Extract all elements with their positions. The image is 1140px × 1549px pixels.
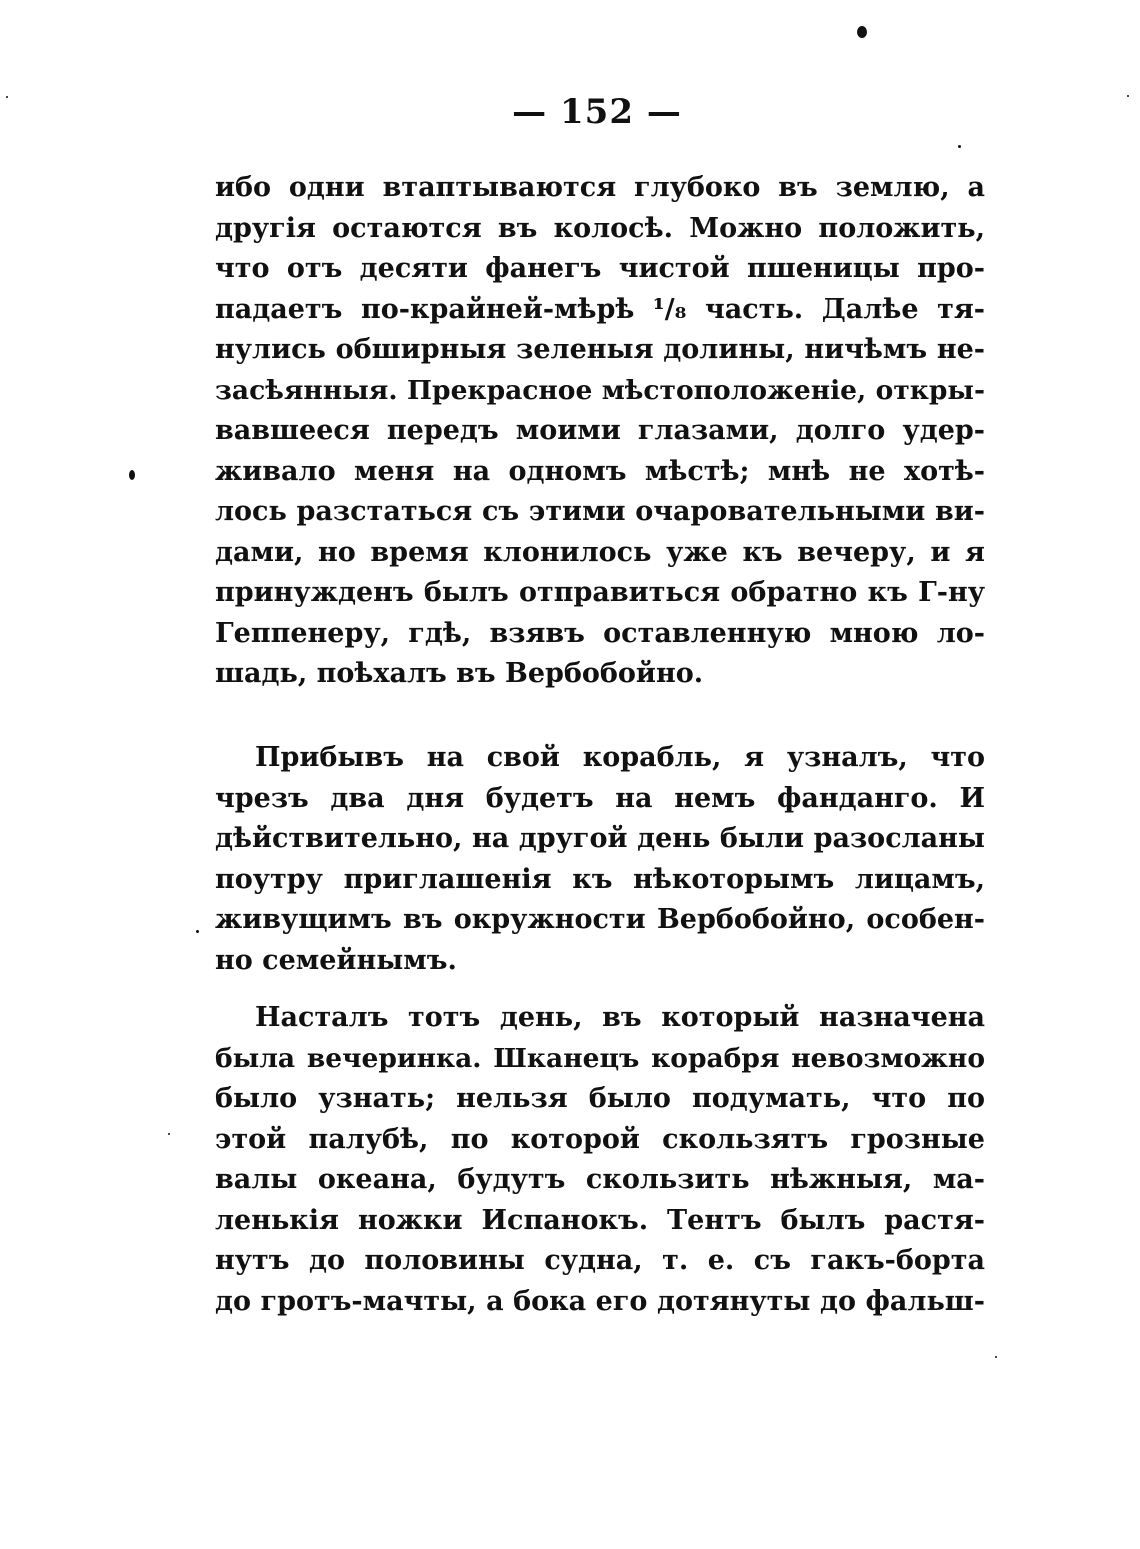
text-line: засѣянныя. Прекрасное мѣстоположеніе, откры- [215, 374, 985, 406]
page-number: — 152 — [512, 92, 682, 132]
text-line: чрезъ два дня будетъ на немъ фанданго. И [215, 782, 985, 814]
paragraph-3 [215, 998, 985, 1322]
text-line: принужденъ былъ отправиться обратно къ Г-ну [215, 577, 985, 608]
scan-speck [857, 26, 867, 38]
text-line: Прибывъ на свой корабль, я узналъ, что [255, 742, 985, 773]
scan-speck [129, 470, 135, 480]
text-line: было узнать; нельзя было подумать, что по [215, 1083, 985, 1114]
text-line: ленькія ножки Испанокъ. Тентъ былъ растя- [215, 1204, 985, 1236]
text-line: поутру приглашенія къ нѣкоторымъ лицамъ, [215, 863, 985, 895]
paragraph-1 [215, 168, 985, 695]
text-line: но семейнымъ. [215, 944, 457, 976]
scan-speck [168, 1133, 170, 1135]
scan-speck [1127, 95, 1129, 97]
text-line: валы океана, будутъ скользить нѣжныя, ма- [215, 1164, 985, 1195]
text-line: другія остаются въ колосѣ. Можно положить, [215, 212, 985, 244]
text-line: живущимъ въ окружности Вербобойно, особен- [215, 904, 985, 935]
text-line: вавшееся передъ моими глазами, долго удер- [215, 415, 985, 446]
text-line: лось разстаться съ этими очаровательными ви- [215, 496, 985, 527]
text-line: что отъ десяти фанегъ чистой пшеницы про- [215, 253, 985, 284]
text-line: дами, но время клонилось уже къ вечеру, и я [215, 536, 985, 568]
text-line: живало меня на одномъ мѣстѣ; мнѣ не хотѣ- [215, 455, 985, 487]
text-line: нутъ до половины судна, т. е. съ гакъ-борта [215, 1245, 985, 1276]
scan-speck [196, 930, 199, 933]
scan-speck [6, 96, 8, 98]
paragraph-2 [215, 738, 985, 981]
text-line: до гротъ-мачты, а бока его дотянуты до фальш- [215, 1285, 985, 1317]
text-line: дѣйствительно, на другой день были разосланы [215, 823, 985, 854]
text-line: Геппенеру, гдѣ, взявъ оставленную мною ло- [215, 617, 985, 649]
text-line: шадь, поѣхалъ въ Вербобойно. [215, 658, 704, 689]
text-line: Насталъ тотъ день, въ который назначена [255, 1002, 985, 1033]
text-line: ибо одни втаптываются глубоко въ землю, а [215, 172, 985, 203]
text-line: этой палубѣ, по которой скользятъ грозные [215, 1123, 985, 1155]
scan-speck [995, 1356, 997, 1358]
text-line: падаетъ по-крайней-мѣрѣ ¹/₈ часть. Далѣе тя- [215, 293, 985, 325]
scan-speck [958, 145, 961, 148]
text-line: была вечеринка. Шканецъ корабря невозможно [215, 1042, 985, 1074]
text-line: нулись обширныя зеленыя долины, ничѣмъ не- [215, 334, 985, 365]
